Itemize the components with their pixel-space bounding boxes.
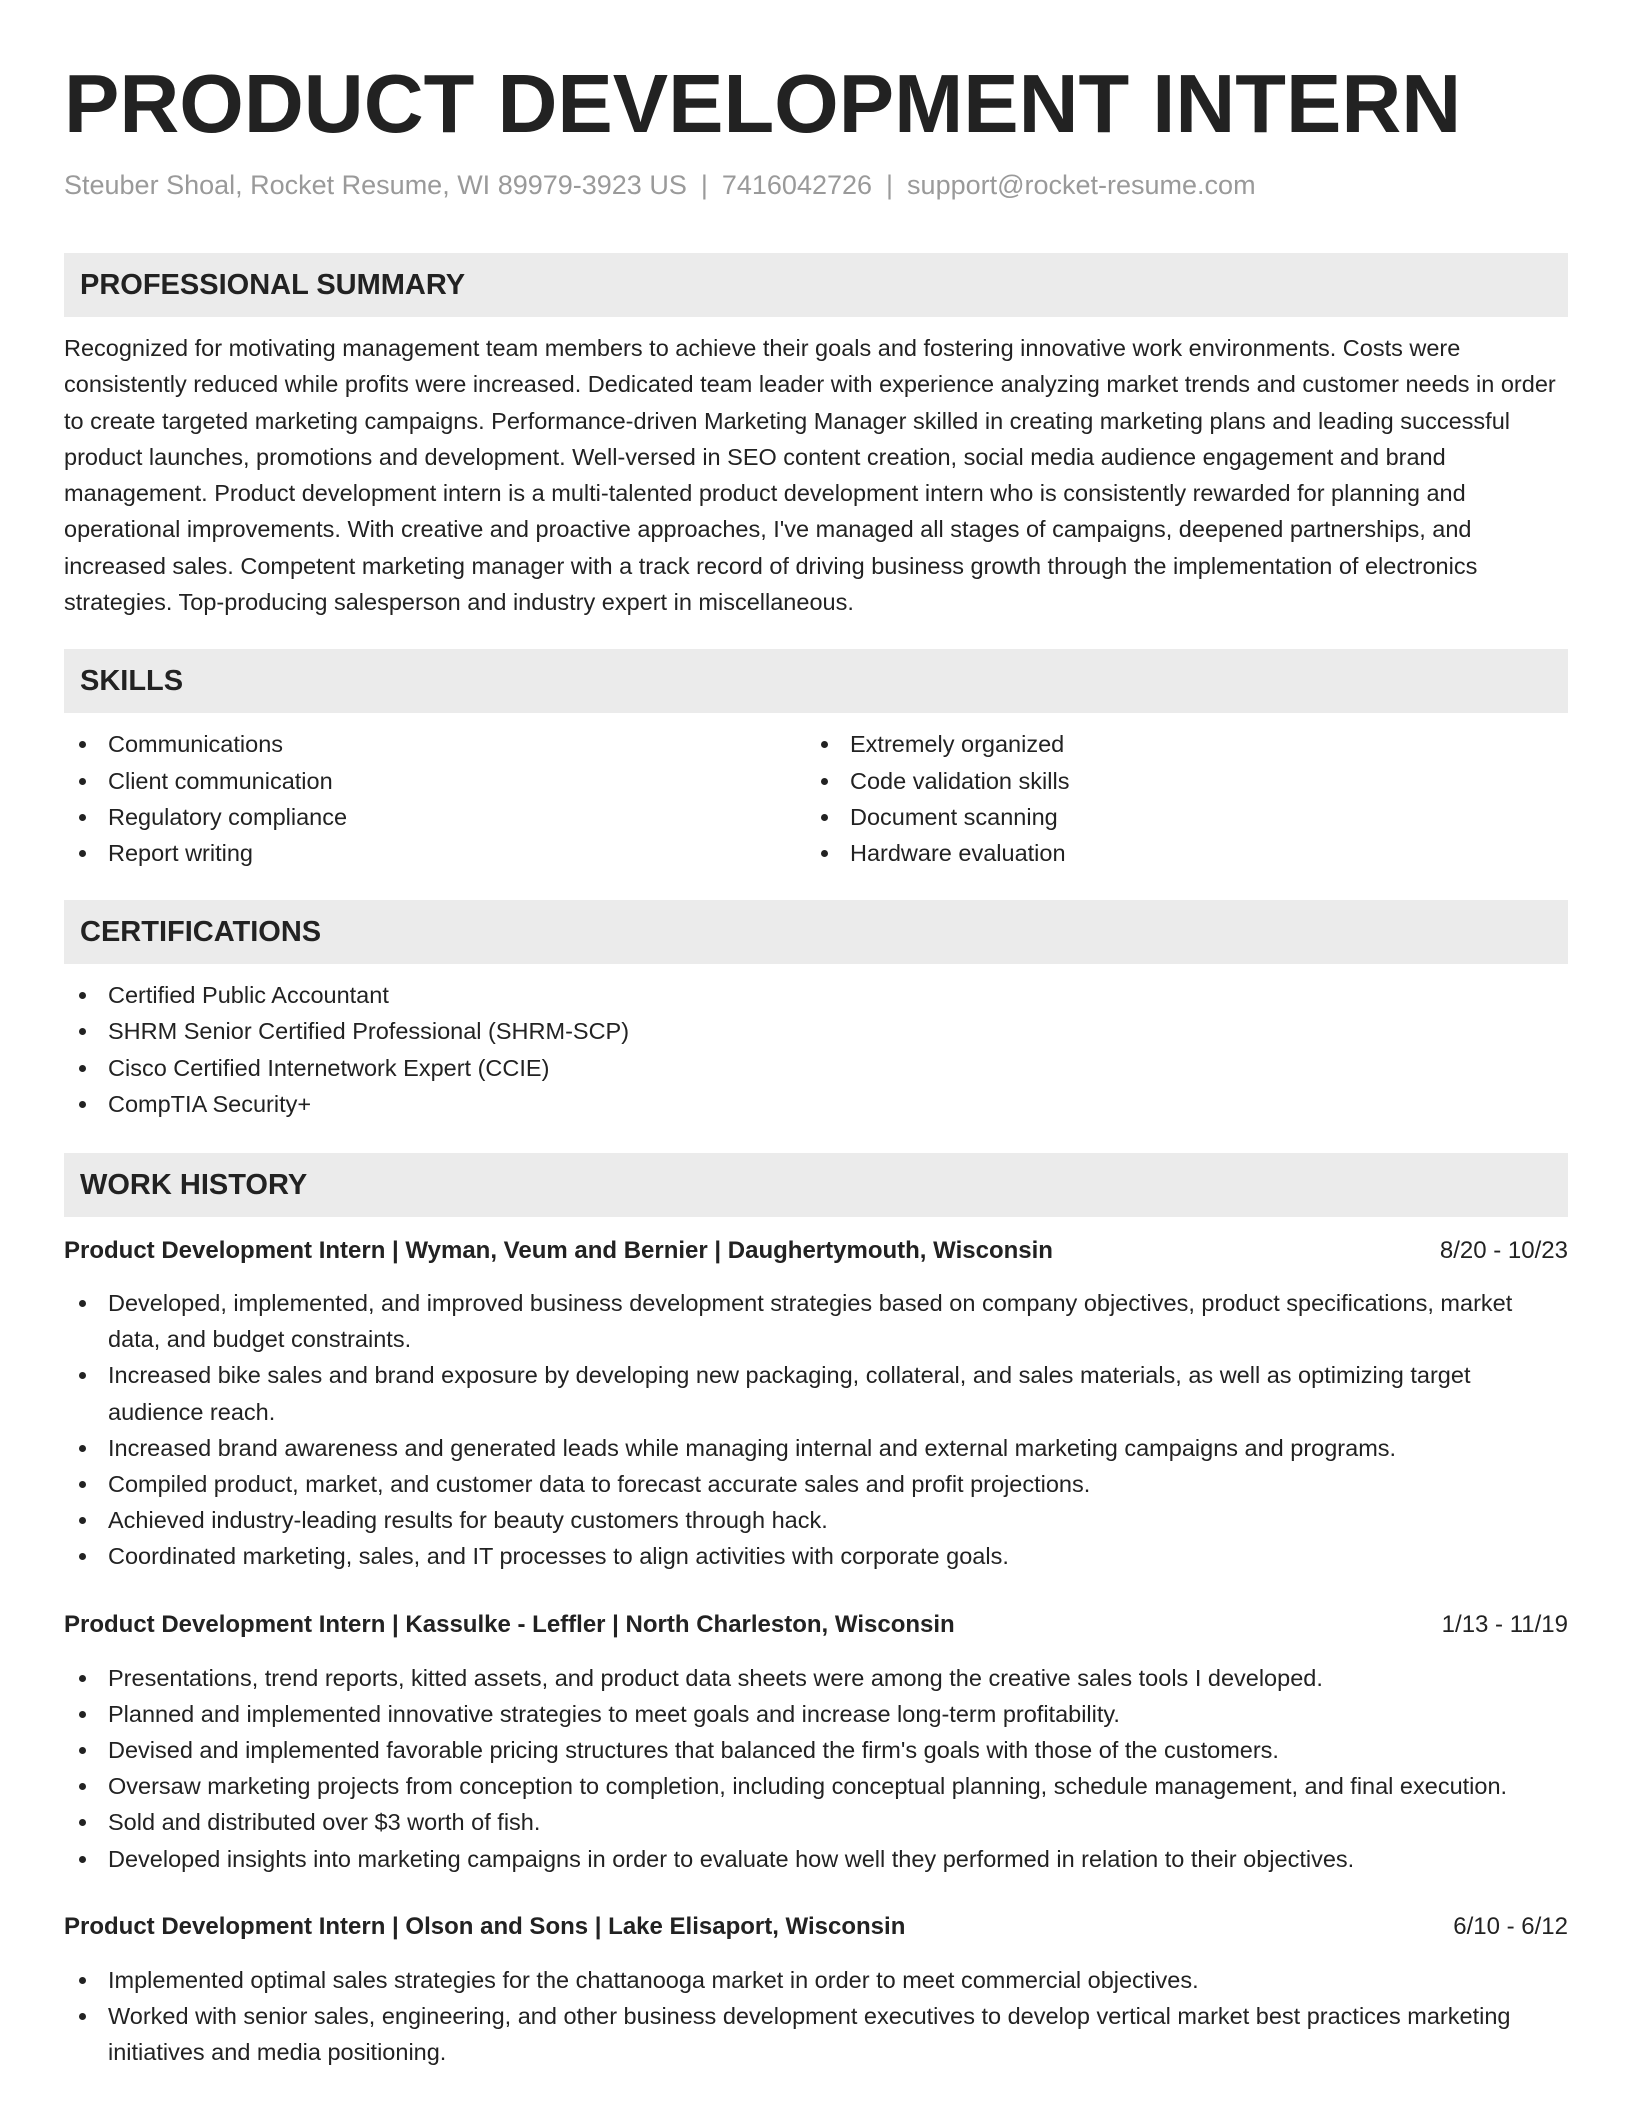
skill-text: Communications	[108, 731, 284, 758]
bullet-icon	[79, 1028, 86, 1035]
job-title: Product Development Intern | Olson and Sons | Lake Elisaport, Wisconsin	[64, 1912, 906, 1940]
skills-right-column	[806, 726, 1548, 871]
job-bullets	[64, 1660, 1568, 1877]
bullet-icon	[79, 1856, 86, 1863]
skills-grid	[64, 726, 1568, 871]
bullet-icon	[79, 1372, 86, 1379]
list-item	[64, 1538, 1568, 1574]
bullet-icon	[79, 814, 86, 821]
contact-line	[64, 168, 1568, 202]
bullet-icon	[79, 1065, 86, 1072]
list-item	[806, 835, 1548, 871]
bullet-icon	[79, 1711, 86, 1718]
section-heading-summary: PROFESSIONAL SUMMARY	[64, 253, 1568, 317]
skill-text: Regulatory compliance	[108, 803, 348, 830]
section-heading-skills: SKILLS	[64, 649, 1568, 713]
bullet-icon	[79, 1977, 86, 1984]
list-item	[64, 763, 806, 799]
certification-text: CompTIA Security+	[108, 1090, 312, 1117]
resume-name: PRODUCT DEVELOPMENT INTERN	[64, 57, 1462, 150]
skill-text: Code validation skills	[850, 767, 1070, 794]
job-bullets	[64, 1962, 1568, 2071]
bullet-icon	[821, 814, 828, 821]
bullet-icon	[79, 1445, 86, 1452]
bullet-icon	[79, 741, 86, 748]
skills-left-column	[64, 726, 806, 871]
bullet-icon	[821, 850, 828, 857]
list-item	[64, 1086, 1568, 1122]
bullet-icon	[79, 1783, 86, 1790]
bullet-icon	[79, 1553, 86, 1560]
list-item	[64, 1502, 1568, 1538]
bullet-icon	[79, 1481, 86, 1488]
list-item	[64, 1962, 1568, 1998]
skill-text: Hardware evaluation	[850, 839, 1066, 866]
job-bullet-text: Devised and implemented favorable pricing structures that balanced the firm's goals with those of the customers.	[108, 1737, 1279, 1764]
bullet-icon	[821, 778, 828, 785]
job-bullet-text: Increased bike sales and brand exposure by developing new packaging, collateral, and sales materials, as well as optimizing target audience reach.	[108, 1362, 1471, 1425]
job-bullet-text: Coordinated marketing, sales, and IT processes to align activities with corporate goals.	[108, 1543, 1009, 1570]
contact-address: Steuber Shoal, Rocket Resume, WI 89979-3923 US	[64, 170, 687, 200]
job-bullet-text: Developed insights into marketing campaigns in order to evaluate how well they performed in relation to their objectives.	[108, 1845, 1355, 1872]
job-bullet-text: Presentations, trend reports, kitted assets, and product data sheets were among the creative sales tools I developed.	[108, 1664, 1323, 1691]
job-bullets	[64, 1285, 1568, 1575]
job-dates: 1/13 - 11/19	[1441, 1610, 1568, 1638]
list-item	[64, 1841, 1568, 1877]
job-header	[64, 1233, 1568, 1269]
list-item	[64, 1466, 1568, 1502]
job-bullet-text: Worked with senior sales, engineering, and other business development executives to develop vertical market best practices marketing initiatives and media positioning.	[108, 2003, 1511, 2066]
list-item	[64, 1660, 1568, 1696]
section-heading-work-history: WORK HISTORY	[64, 1153, 1568, 1217]
summary-text: Recognized for motivating management team members to achieve their goals and fostering innovative work environments. Costs were consistently reduced while profits were increased. Dedicated team leader with experience analyzing market trends and customer needs in order to create targeted marketing campaigns. Performance-driven Marketing Manager skilled in creating marketing plans and leading successful product launches, promotions and development. Well-versed in SEO content creation, social media audience engagement and brand management. Product development intern is a multi-talented product development intern who is consistently rewarded for planning and operational improvements. With creative and proactive approaches, I've managed all stages of campaigns, deepened partnerships, and increased sales. Competent marketing manager with a track record of driving business growth through the implementation of electronics strategies. Top-producing salesperson and industry expert in miscellaneous.	[64, 335, 1556, 616]
bullet-icon	[821, 741, 828, 748]
bullet-icon	[79, 1819, 86, 1826]
job-bullet-text: Increased brand awareness and generated leads while managing internal and external marketing campaigns and programs.	[108, 1434, 1397, 1461]
list-item	[64, 1285, 1568, 1357]
bullet-icon	[79, 1300, 86, 1307]
bullet-icon	[79, 1675, 86, 1682]
certification-text: Certified Public Accountant	[108, 982, 389, 1009]
list-item	[64, 1732, 1568, 1768]
bullet-icon	[79, 778, 86, 785]
job-bullet-text: Achieved industry-leading results for beauty customers through hack.	[108, 1507, 828, 1534]
skill-text: Client communication	[108, 767, 333, 794]
job-bullet-text: Compiled product, market, and customer data to forecast accurate sales and profit projections.	[108, 1471, 1091, 1498]
bullet-icon	[79, 992, 86, 999]
job-title: Product Development Intern | Kassulke - Leffler | North Charleston, Wisconsin	[64, 1610, 955, 1638]
list-item	[64, 1013, 1568, 1049]
list-item	[806, 799, 1548, 835]
contact-email: support@rocket-resume.com	[907, 170, 1256, 200]
section-heading-certifications: CERTIFICATIONS	[64, 900, 1568, 964]
job-dates: 8/20 - 10/23	[1439, 1237, 1568, 1264]
list-item	[64, 1430, 1568, 1466]
skill-text: Extremely organized	[850, 731, 1065, 758]
list-item	[64, 799, 806, 835]
job-header	[64, 1607, 1568, 1643]
job-dates: 6/10 - 6/12	[1453, 1912, 1568, 1940]
certifications-list	[64, 977, 1568, 1122]
bullet-icon	[79, 1101, 86, 1108]
list-item	[64, 977, 1568, 1013]
bullet-icon	[79, 2013, 86, 2020]
skill-text: Report writing	[108, 839, 253, 866]
list-item	[806, 763, 1548, 799]
job-title: Product Development Intern | Wyman, Veum and Bernier | Daughertymouth, Wisconsin	[64, 1237, 1053, 1264]
list-item	[64, 1357, 1568, 1429]
list-item	[64, 835, 806, 871]
job-bullet-text: Implemented optimal sales strategies for the chattanooga market in order to meet commercial objectives.	[108, 1966, 1199, 1993]
job-entry	[64, 1233, 1568, 1575]
skill-text: Document scanning	[850, 803, 1058, 830]
job-entry	[64, 1909, 1568, 2071]
list-item	[64, 1696, 1568, 1732]
bullet-icon	[79, 1747, 86, 1754]
list-item	[64, 1050, 1568, 1086]
contact-separator: |	[886, 170, 894, 200]
list-item	[64, 726, 806, 762]
job-header	[64, 1909, 1568, 1945]
job-entry	[64, 1607, 1568, 1877]
bullet-icon	[79, 1517, 86, 1524]
bullet-icon	[79, 850, 86, 857]
list-item	[64, 1804, 1568, 1840]
contact-separator: |	[700, 170, 708, 200]
list-item	[64, 1998, 1568, 2070]
job-bullet-text: Developed, implemented, and improved business development strategies based on company objectives, product specifications, market data, and budget constraints.	[108, 1290, 1513, 1353]
certification-text: Cisco Certified Internetwork Expert (CCIE)	[108, 1054, 550, 1081]
certification-text: SHRM Senior Certified Professional (SHRM-SCP)	[108, 1018, 630, 1045]
contact-phone: 7416042726	[721, 170, 873, 200]
list-item	[806, 726, 1548, 762]
job-bullet-text: Oversaw marketing projects from conception to completion, including conceptual planning, schedule management, and final execution.	[108, 1773, 1508, 1800]
job-bullet-text: Planned and implemented innovative strategies to meet goals and increase long-term profitability.	[108, 1700, 1120, 1727]
list-item	[64, 1768, 1568, 1804]
job-bullet-text: Sold and distributed over $3 worth of fish.	[108, 1809, 541, 1836]
